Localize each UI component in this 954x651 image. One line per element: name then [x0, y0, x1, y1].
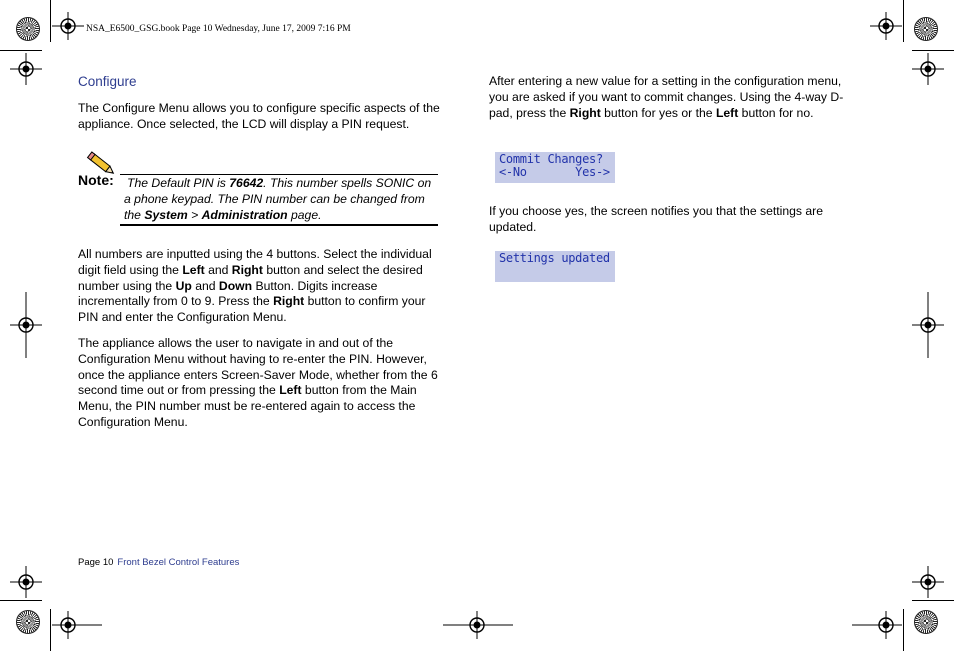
text-run: All numbers are inputted using the 4 buttons. Select the individual digit field using the — [78, 247, 432, 277]
buttons-paragraph — [78, 247, 440, 326]
chapter-title: Front Bezel Control Features — [117, 557, 240, 568]
menu-path-system: System — [144, 208, 188, 222]
intro-paragraph — [78, 101, 440, 133]
page-footer — [78, 557, 239, 568]
section-title: Configure — [78, 74, 137, 89]
default-pin: 76642 — [229, 176, 264, 190]
registration-mark-icon — [852, 611, 902, 639]
registration-mark-icon — [10, 292, 42, 358]
commit-paragraph — [489, 74, 851, 121]
starburst-bottom-right — [914, 610, 938, 634]
registration-mark-icon — [912, 53, 944, 85]
text-run: button for yes or the — [600, 105, 716, 120]
path-separator: > — [187, 208, 202, 222]
keyword-left: Left — [715, 105, 739, 120]
note-text-part: page. — [287, 208, 322, 222]
page-number: Page 10 — [78, 557, 114, 568]
text-run: After entering a new value for a setting in the configuration menu, you are asked if you want to commit changes. Using the 4-way D-pad, press the — [489, 74, 844, 120]
lcd-commit-changes — [495, 152, 615, 183]
text-run: button for no. — [738, 105, 814, 120]
crop-line — [903, 0, 904, 42]
registration-mark-icon — [10, 566, 42, 598]
crop-line — [50, 0, 51, 42]
keyword-right: Right — [231, 262, 263, 277]
keyword-left: Left — [279, 383, 302, 398]
starburst-bottom-left — [16, 610, 40, 634]
note-text — [124, 175, 438, 223]
keyword-down: Down — [218, 278, 253, 293]
text-run: button from the Main Menu, the PIN number must be re-entered again to access the Configuration Menu. — [78, 383, 417, 429]
keyword-up: Up — [175, 278, 192, 293]
crop-line — [0, 600, 42, 601]
text-run: and — [191, 278, 219, 293]
print-info-header: NSA_E6500_GSG.book Page 10 Wednesday, June 17, 2009 7:16 PM — [86, 24, 351, 34]
lcd-line: Settings updated — [499, 251, 610, 265]
lcd-settings-updated — [495, 251, 615, 282]
lcd-line: Commit Changes? — [499, 152, 603, 166]
text-run: button and select the desired number using the — [78, 262, 423, 293]
starburst-top-right — [914, 17, 938, 41]
registration-mark-icon — [443, 611, 513, 639]
registration-mark-icon — [912, 292, 944, 358]
registration-mark-icon — [52, 12, 84, 40]
crop-line — [912, 50, 954, 51]
yes-paragraph — [489, 204, 851, 236]
note-label: Note: — [78, 172, 114, 188]
registration-mark-icon — [52, 611, 102, 639]
text-run: and — [204, 262, 232, 277]
text-run: The appliance allows the user to navigate in and out of the Configuration Menu without having to re-enter the PIN. However, once the appliance enters Screen-Saver Mode, whether from the 6 second time out or from pressing the — [78, 336, 438, 398]
keyword-right: Right — [273, 294, 305, 309]
menu-path-administration: Administration — [201, 208, 288, 222]
registration-mark-icon — [10, 53, 42, 85]
registration-mark-icon — [912, 566, 944, 598]
text-run: button to confirm your PIN and enter the Configuration Menu. — [78, 294, 426, 325]
navigate-paragraph — [78, 336, 440, 431]
keyword-left: Left — [182, 262, 205, 277]
text-run: Button. Digits increase incrementally from 0 to 9. Press the — [78, 278, 378, 309]
note-bottom-rule — [120, 224, 438, 226]
lcd-line: <-No Yes-> — [499, 165, 610, 179]
text-run: If you choose yes, the screen notifies you that the settings are updated. — [489, 204, 823, 234]
starburst-top-left — [16, 17, 40, 41]
intro-text: The Configure Menu allows you to configure specific aspects of the appliance. Once selected, the LCD will display a PIN request. — [78, 101, 440, 131]
crop-line — [903, 609, 904, 651]
registration-mark-icon — [870, 12, 902, 40]
crop-line — [912, 600, 954, 601]
crop-line — [50, 609, 51, 651]
note-text-part: . This number spells SONIC on a phone keypad. The PIN number can be changed from the — [124, 176, 432, 222]
crop-line — [0, 50, 42, 51]
keyword-right: Right — [569, 105, 601, 120]
note-text-part: The Default PIN is — [127, 176, 230, 190]
